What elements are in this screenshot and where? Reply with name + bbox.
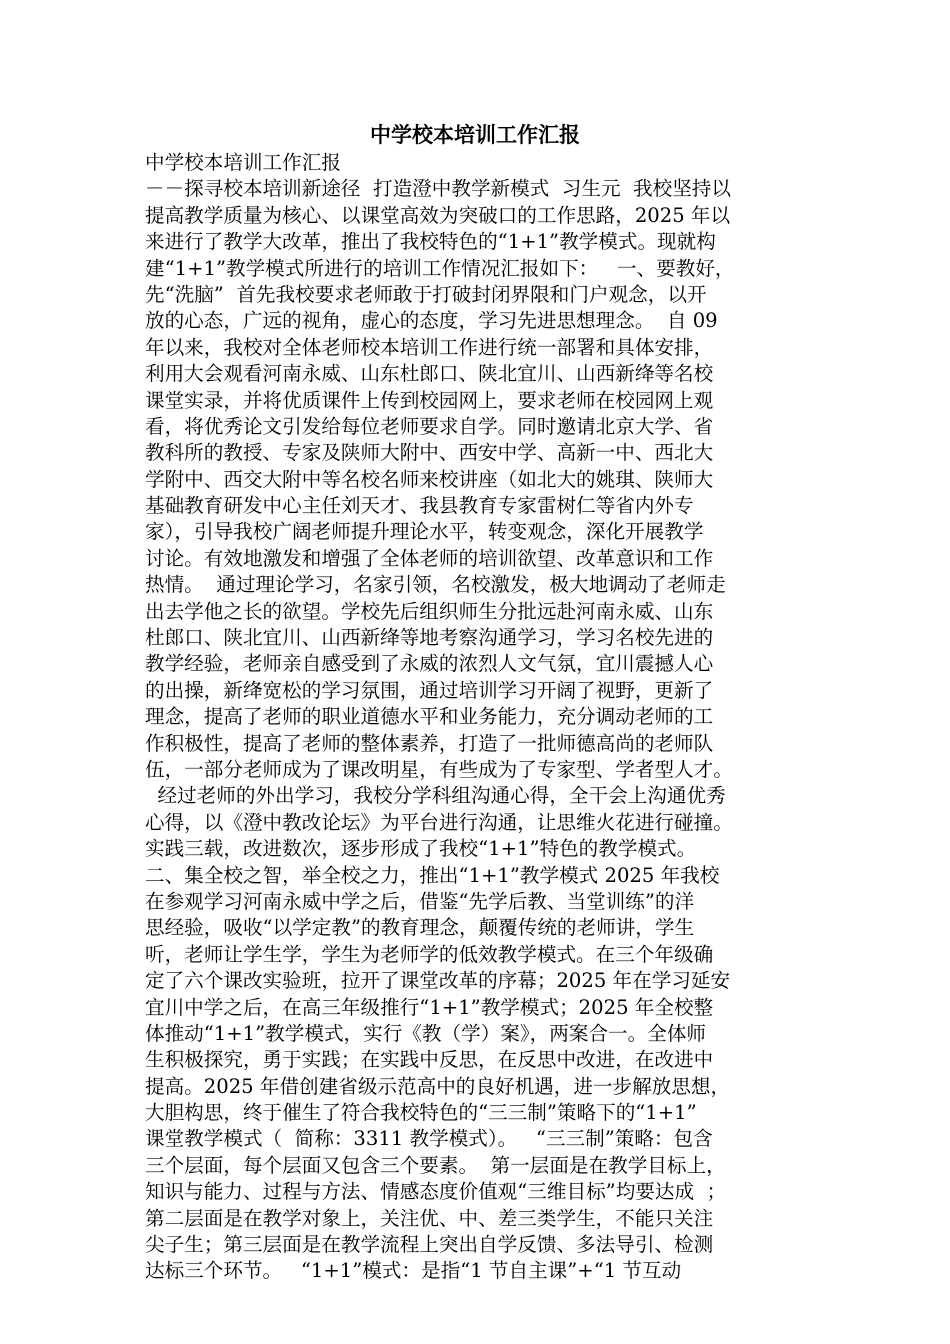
body-text-line: 定了六个课改实验班，拉开了课堂改革的序幕；2025 年在学习延安: [145, 969, 731, 993]
body-text-line: 实践三载，改进数次，逐步形成了我校“1+1”特色的教学模式。: [145, 837, 697, 861]
body-text-line: 建“1+1”教学模式所进行的培训工作情况汇报如下： 一、要教好，: [145, 256, 735, 280]
body-text-line: 来进行了教学大改革，推出了我校特色的“1+1”教学模式。现就构: [145, 230, 716, 254]
body-text-line: 大胆构思，终于催生了符合我校特色的“三三制”策略下的“1+1”: [145, 1101, 697, 1125]
body-text-line: 听，老师让学生学，学生为老师学的低效教学模式。在三个年级确: [145, 942, 714, 966]
body-text-line: 放的心态，广远的视角，虚心的态度，学习先进思想理念。 自 09: [145, 309, 718, 333]
body-text-line: 伍，一部分老师成为了课改明星，有些成为了专家型、学者型人才。: [145, 757, 733, 781]
body-text-line: 经过老师的外出学习，我校分学科组沟通心得，全干会上沟通优秀: [145, 784, 726, 808]
document-title: 中学校本培训工作汇报: [370, 122, 580, 147]
body-text-line: 第二层面是在教学对象上，关注优、中、差三类学生，不能只关注: [145, 1206, 714, 1230]
document-body: [145, 150, 805, 1285]
body-text-line: 达标三个环节。 “1+1”模式：是指“1 节自主课”+“1 节互动: [145, 1259, 682, 1283]
body-text-line: 学附中、西交大附中等名校名师来校讲座（如北大的姚琪、陕师大: [145, 467, 714, 491]
body-text-line: 知识与能力、过程与方法、情感态度价值观“三维目标”均要达成 ；: [145, 1180, 727, 1204]
body-text-line: 看，将优秀论文引发给每位老师要求自学。同时邀请北京大学、省: [145, 414, 714, 438]
body-text-line: 提高。2025 年借创建省级示范高中的良好机遇，进一步解放思想，: [145, 1074, 731, 1098]
body-text-line: 年以来，我校对全体老师校本培训工作进行统一部署和具体安排，: [145, 335, 714, 359]
body-text-line: 的出操，新绛宽松的学习氛围，通过培训学习开阔了视野，更新了: [145, 678, 714, 702]
body-text-line: 基础教育研发中心主任刘天才、我县教育专家雷树仁等省内外专: [145, 494, 694, 518]
body-text-line: 二、集全校之智，举全校之力，推出“1+1”教学模式 2025 年我校: [145, 863, 720, 887]
body-text-line: 尖子生；第三层面是在教学流程上突出自学反馈、多法导引、检测: [145, 1233, 714, 1257]
body-text-line: 出去学他之长的欲望。学校先后组织师生分批远赴河南永威、山东: [145, 599, 714, 623]
body-text-line: 体推动“1+1”教学模式，实行《教（学）案》，两案合一。全体师: [145, 1021, 707, 1045]
body-text-line: 提高教学质量为核心、以课堂高效为突破口的工作思路，2025 年以: [145, 203, 731, 227]
body-text-line: 先“洗脑” 首先我校要求老师敢于打破封闭界限和门户观念，以开: [145, 282, 707, 306]
body-text-line: 杜郎口、陕北宜川、山西新绛等地考察沟通学习，学习名校先进的: [145, 626, 714, 650]
body-text-line: 在参观学习河南永威中学之后，借鉴“先学后教、当堂训练”的洋: [145, 889, 695, 913]
body-text-line: 课堂实录，并将优质课件上传到校园网上，要求老师在校园网上观: [145, 388, 714, 412]
body-text-line: 三个层面，每个层面又包含三个要素。 第一层面是在教学目标上，: [145, 1153, 726, 1177]
body-text-line: 课堂教学模式（ 简称：3311 教学模式）。 “三三制”策略：包含: [145, 1127, 713, 1151]
body-text-line: 家），引导我校广阔老师提升理论水平，转变观念，深化开展教学: [145, 520, 704, 544]
body-text-line: －－探寻校本培训新途径 打造澄中教学新模式 习生元 我校坚持以: [145, 177, 731, 201]
body-text-line: 理念，提高了老师的职业道德水平和业务能力，充分调动老师的工: [145, 705, 714, 729]
body-text-line: 作积极性，提高了老师的整体素养，打造了一批师德高尚的老师队: [145, 731, 714, 755]
body-text-line: 热情。 通过理论学习，名家引领，名校激发，极大地调动了老师走: [145, 573, 726, 597]
body-text-line: 思经验，吸收“以学定教”的教育理念，颠覆传统的老师讲，学生: [145, 916, 695, 940]
body-text-line: 教科所的教授、专家及陕师大附中、西安中学、高新一中、西北大: [145, 441, 714, 465]
body-text-line: 心得，以《澄中教改论坛》为平台进行沟通，让思维火花进行碰撞。: [145, 810, 733, 834]
body-text-line: 中学校本培训工作汇报: [145, 151, 341, 174]
body-text-line: 教学经验，老师亲自感受到了永威的浓烈人文气氛，宜川震撼人心: [145, 652, 714, 676]
body-text-line: 讨论。有效地激发和增强了全体老师的培训欲望、改革意识和工作: [145, 546, 714, 570]
body-text-line: 利用大会观看河南永威、山东杜郎口、陕北宜川、山西新绛等名校: [145, 362, 714, 386]
body-text-line: 生积极探究，勇于实践；在实践中反思，在反思中改进，在改进中: [145, 1048, 714, 1072]
body-text-line: 宜川中学之后，在高三年级推行“1+1”教学模式；2025 年全校整: [145, 995, 714, 1019]
